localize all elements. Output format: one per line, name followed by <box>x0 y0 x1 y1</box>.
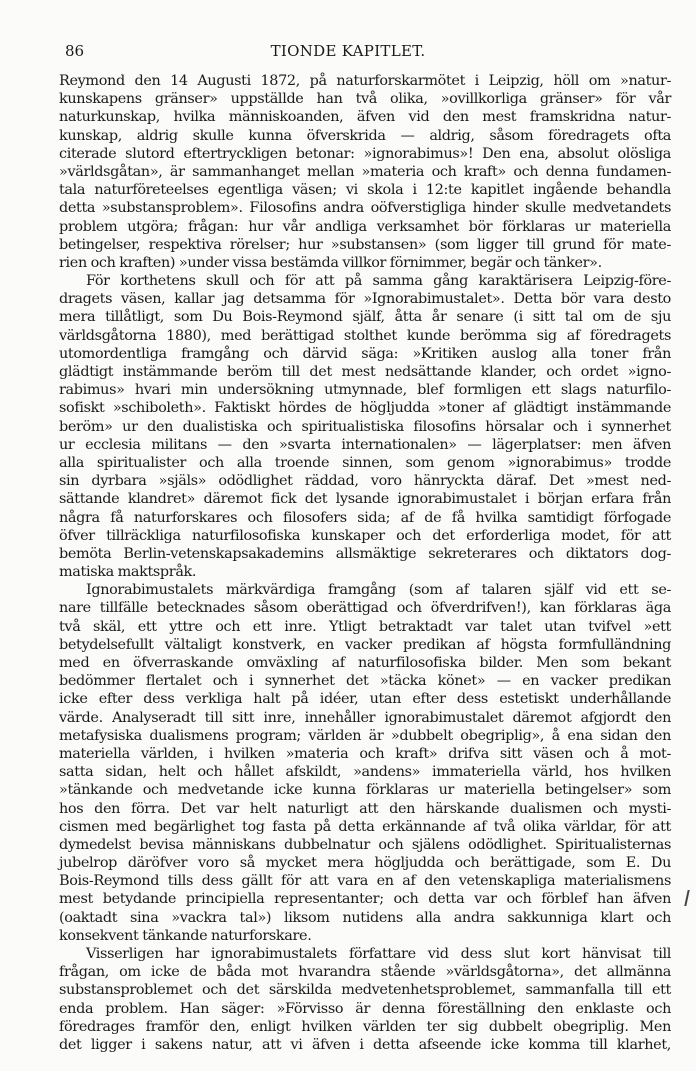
text-line: Ignorabimustalets märkvärdiga framgång (som af talaren själf vid ett se- <box>86 582 671 599</box>
text-line: tala naturföreteelses egentliga väsen; vi skola i 12:te kapitlet ingående behandla <box>59 182 671 199</box>
text-line: jubelrop däröfver voro så mycket mera högljudda och berättigade, som E. Du <box>59 855 671 872</box>
text-line: konsekvent tänkande naturforskare. <box>59 927 312 944</box>
text-line: några få naturforskares och filosofers sida; af de få hvilka samtidigt förfogade <box>59 509 671 526</box>
text-line: dragets väsen, kallar jag detsamma för »Ignorabimustalet». Detta bör vara desto <box>59 291 671 308</box>
text-line: kunskapens gränser» uppställde han två olika, »ovillkorliga gränser» för vår <box>59 91 671 108</box>
text-line: satta sidan, helt och hållet afskildt, »andens» immateriella värld, hos hvilken <box>59 764 671 781</box>
text-line: sin dyrbara »själs» odödlighet räddad, voro hänryckta däraf. Det »mest ned- <box>59 473 671 490</box>
text-line: Bois-Reymond tills dess gällt för att vara en af den vetenskapliga materialismens <box>59 873 671 890</box>
text-line: mest betydande principiella representanter; och detta var och förblef han äfven <box>59 891 671 908</box>
text-line: »tänkande och medvetande icke kunna förklaras ur materiella betingelser» som <box>59 782 671 799</box>
text-line: utomordentliga framgång och därvid säga: »Kritiken auslog alla toner från <box>59 345 671 362</box>
text-line: mera tillåtligt, som Du Bois-Reymond själf, åtta år senare (i sitt tal om de sju <box>59 309 671 326</box>
text-line: Reymond den 14 Augusti 1872, på naturforskarmötet i Leipzig, höll om »natur- <box>59 73 671 89</box>
page-number: 86 <box>65 42 85 60</box>
text-line: alla spiritualister och alla troende sinnen, som genom »ignorabimus» trodde <box>59 454 671 471</box>
chapter-title: TIONDE KAPITLET. <box>270 42 426 60</box>
text-line: två skäl, ett yttre och ett inre. Ytligt betraktadt var talet utan tvifvel »ett <box>59 618 671 635</box>
text-line: hos den förra. Det var helt naturligt att den härskande dualismen och mysti- <box>59 800 671 817</box>
text-line: med en öfverraskande omväxling af naturfilosofiska bilder. Men som bekant <box>59 655 671 671</box>
text-line: icke efter dess verkliga halt på idéer, utan efter dess estetiskt underhållande <box>59 691 671 708</box>
text-line: Visserligen har ignorabimustalets författare vid dess slut kort hänvisat till <box>86 946 671 962</box>
text-line: naturkunskap, hvilka människoanden, äfven vid den mest framskridna natur- <box>59 109 671 126</box>
text-line: sättande klandret» däremot fick det lysande ignorabimustalet i början erfara från <box>59 491 671 508</box>
text-line: sofiskt »schiboleth». Faktiskt hördes de högljudda »toner af glädtigt instämmande <box>59 400 671 417</box>
text-line: ur ecclesia militans — den »svarta internationalen» — lägerplatser: men äfven <box>59 436 671 453</box>
text-line: enda problem. Han säger: »Förvisso är denna föreställning den enklaste och <box>59 1000 671 1017</box>
text-line: cismen med begärlighet tog fasta på detta erkännande af två olika världar, för att <box>59 818 671 835</box>
text-line: bedömmer flertalet och i synnerhet det »täcka könet» — en vacker predikan <box>59 673 671 690</box>
text-line: detta »substansproblem». Filosofins andra oöfverstigliga hinder skulle medvetandets <box>59 200 671 217</box>
text-line: nare tillfälle betecknades såsom oberättigad och öfverdrifven!), kan förklaras äga <box>59 600 671 617</box>
text-line: beröm» ur den dualistiska och spiritualistiska filosofins hörsalar och i synnerhet <box>59 418 671 435</box>
page-header <box>0 42 696 64</box>
text-line: (oaktadt sina »vackra tal») liksom nutidens alla andra sakkunniga klart och <box>59 909 671 926</box>
margin-mark <box>684 890 689 906</box>
text-line: bemöta Berlin-vetenskapsakademins allsmäktige sekreterares och diktators dog- <box>59 545 671 562</box>
text-line: citerade slutord eftertryckligen betonar: »ignorabimus»! Den ena, absolut olösliga <box>59 145 671 162</box>
text-line: metafysiska dualismens program; världen är »dubbelt obegriplig», å ena sidan den <box>59 727 671 744</box>
text-line: frågan, om icke de båda mot hvarandra stående »världsgåtorna», det allmänna <box>59 964 671 981</box>
text-line: världsgåtorna 1880), med berättigad stolthet kunde berömma sig af föredragets <box>59 327 671 344</box>
text-line: föredrages framför den, enligt hvilken världen ter sig dubbelt obegriplig. Men <box>59 1018 671 1035</box>
text-line: »världsgåtan», är sammanhanget mellan »materia och kraft» och denna fundamen- <box>59 163 671 180</box>
text-line: dymedelst bevisa människans dubbelnatur och själens odödlighet. Spiritualisternas <box>59 836 671 853</box>
text-line: kunskap, aldrig skulle kunna öfverskrida — aldrig, såsom föredragets ofta <box>59 127 671 144</box>
body-text <box>59 72 671 1054</box>
text-line: betingelser, respektiva rörelser; hur »substansen» (som ligger till grund för mate- <box>59 236 671 253</box>
text-line: öfver tillräckliga naturfilosofiska kunskaper och det erforderliga modet, för att <box>59 527 671 544</box>
text-line: betydelsefullt vältaligt konstverk, en vacker predikan af högsta formfulländning <box>59 636 671 653</box>
text-line: glädtigt instämmande beröm till det mest nedsättande klander, och ordet »igno- <box>59 364 671 380</box>
text-line: rabimus» hvari min undersökning utmynnade, blef formligen ett slags naturfilo- <box>59 382 671 399</box>
text-line: värde. Analyseradt till sitt inre, innehåller ignorabimustalet däremot afgjordt den <box>59 709 671 726</box>
text-line: substansproblemet och det särskilda medvetenhetsproblemet, sammanfalla till ett <box>59 982 671 999</box>
text-line: det ligger i sakens natur, att vi äfven i detta afseende icke komma till klarhet, <box>59 1036 671 1053</box>
text-line: För korthetens skull och för att på samma gång karaktärisera Leipzig-före- <box>86 273 671 290</box>
text-line: problem utgöra; frågan: hur vår andliga verksamhet bör förklaras ur materiella <box>59 218 671 235</box>
text-line: rien och kraften) »under vissa bestämda villkor förnimmer, begär och tänker». <box>59 254 602 271</box>
text-line: materiella världen, i hvilken »materia och kraft» drifva sitt väsen och å mot- <box>59 745 671 762</box>
text-line: matiska maktspråk. <box>59 564 197 581</box>
